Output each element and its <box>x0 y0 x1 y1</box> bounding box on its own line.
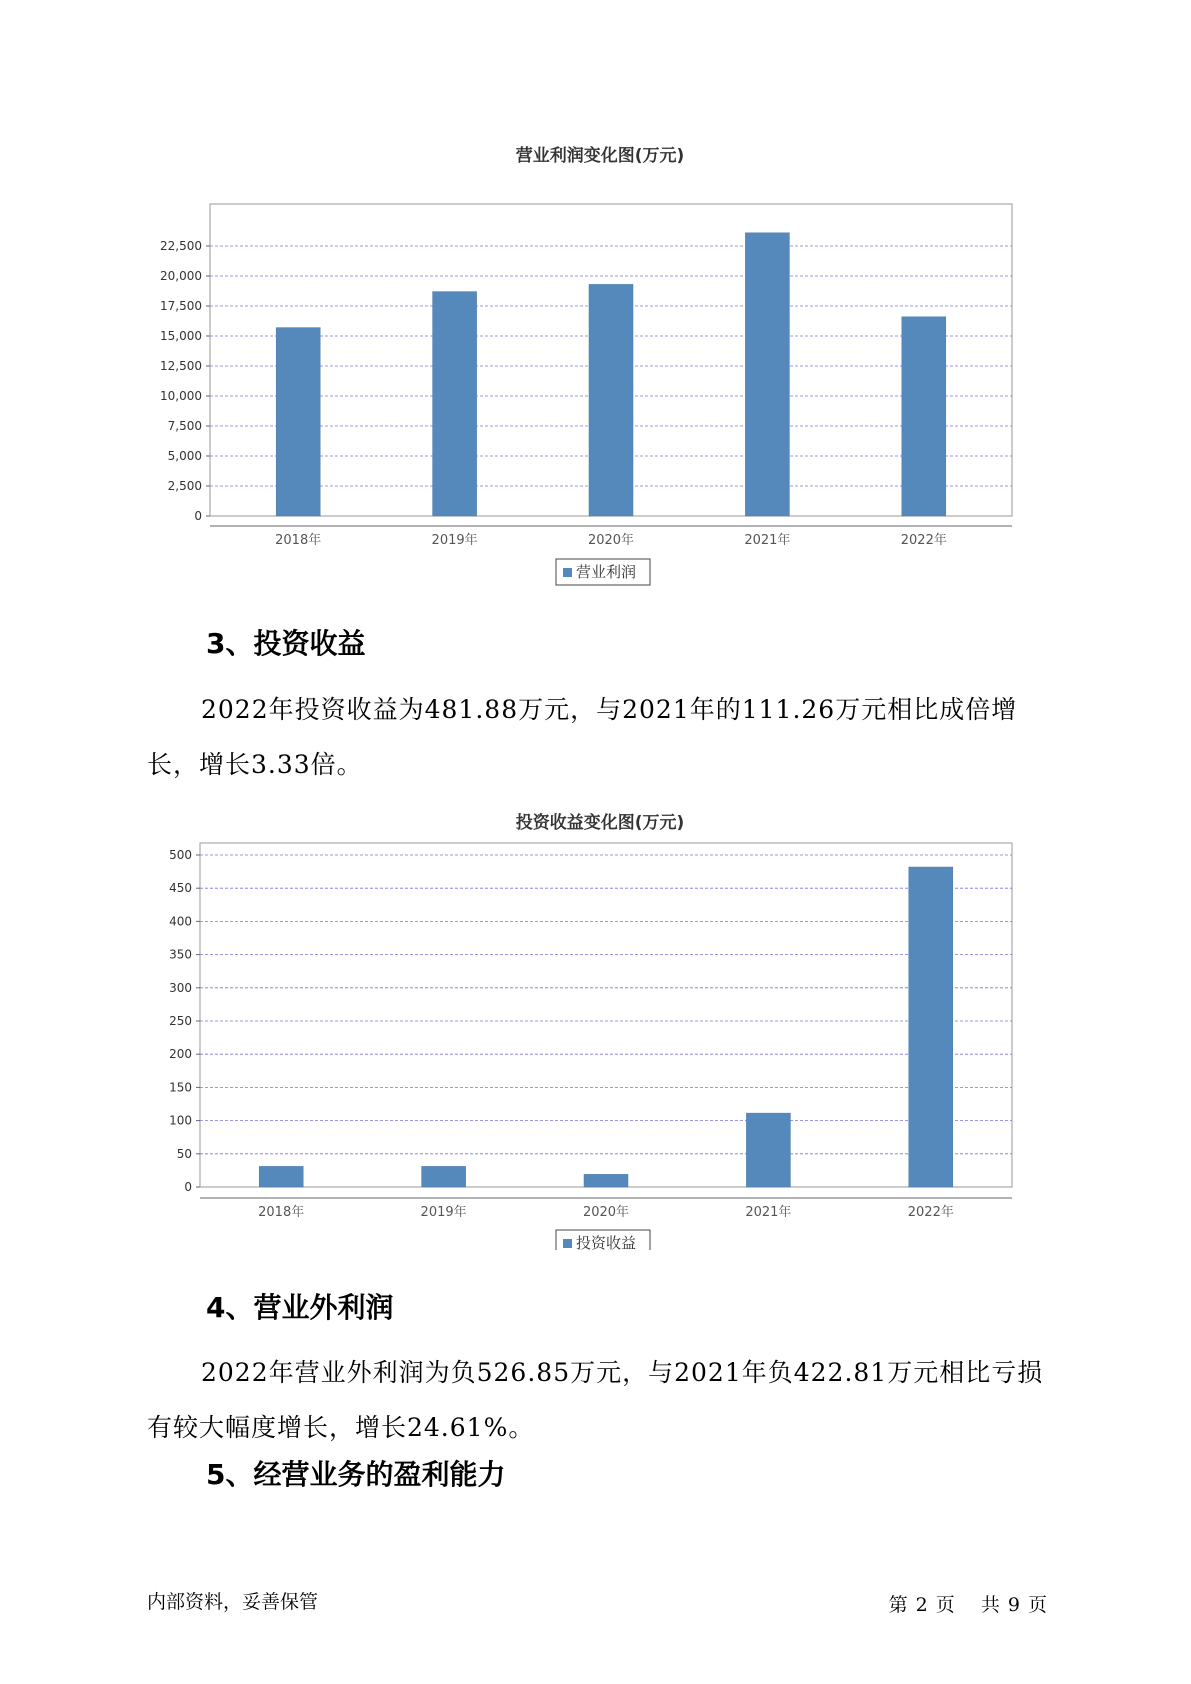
page-total: 9 <box>1007 1594 1020 1616</box>
y-tick-label: 350 <box>169 947 192 962</box>
x-tick-label: 2022年 <box>900 533 947 548</box>
y-tick-label: 10,000 <box>160 389 202 403</box>
y-tick-label: 200 <box>169 1047 192 1062</box>
legend-swatch <box>563 568 572 577</box>
plot-area <box>200 843 1012 1187</box>
y-tick-label: 150 <box>169 1080 192 1095</box>
y-tick-label: 300 <box>169 980 192 995</box>
legend-label: 投资收益 <box>576 1234 637 1250</box>
y-tick-label: 7,500 <box>167 419 202 433</box>
page-num: 2 <box>915 1594 928 1616</box>
y-tick-label: 0 <box>184 1180 192 1194</box>
x-tick-label: 2018年 <box>258 1205 305 1220</box>
footer-page-number <box>885 1590 1051 1617</box>
bar <box>422 1166 466 1187</box>
bar <box>745 233 789 516</box>
operating-profit-chart <box>150 128 1050 598</box>
y-tick-label: 5,000 <box>167 449 202 463</box>
legend-label: 营业利润 <box>576 563 637 581</box>
bar <box>433 292 477 516</box>
investment-paragraph: 2022年投资收益为481.88万元，与2021年的111.26万元相比成倍增长，增长3.33倍。 <box>147 695 1018 779</box>
legend-swatch <box>563 1239 572 1248</box>
section-heading-nonoperating: 4、营业外利润 <box>206 1291 394 1324</box>
page-total-prefix: 共 <box>980 1594 1000 1616</box>
x-tick-label: 2021年 <box>744 533 791 548</box>
x-tick-label: 2019年 <box>431 533 478 548</box>
section-heading-profitability: 5、经营业务的盈利能力 <box>206 1458 506 1491</box>
nonoperating-paragraph: 2022年营业外利润为负526.85万元，与2021年负422.81万元相比亏损有较大幅度增长，增长24.61%。 <box>147 1358 1044 1442</box>
chart-title: 营业利润变化图(万元) <box>515 146 685 166</box>
operating-profit-chart-svg <box>150 128 1050 598</box>
y-tick-label: 450 <box>169 881 192 896</box>
bar <box>589 284 633 516</box>
x-tick-label: 2020年 <box>582 1205 630 1220</box>
bar <box>276 328 320 516</box>
x-tick-label: 2018年 <box>275 533 322 548</box>
y-tick-label: 400 <box>169 914 192 929</box>
page-suffix: 页 <box>1027 1594 1047 1616</box>
x-tick-label: 2021年 <box>745 1205 792 1220</box>
investment-income-chart-svg <box>150 800 1050 1250</box>
page-prefix: 第 <box>888 1594 908 1616</box>
y-tick-label: 100 <box>169 1113 192 1128</box>
y-tick-label: 250 <box>169 1014 192 1028</box>
y-tick-label: 500 <box>169 848 192 862</box>
bar <box>902 317 946 516</box>
chart-title: 投资收益变化图(万元) <box>515 813 685 833</box>
bar <box>259 1166 303 1187</box>
investment-income-chart <box>150 800 1050 1250</box>
page-mid: 页 <box>935 1594 955 1616</box>
footer-confidential-note: 内部资料，妥善保管 <box>147 1591 319 1613</box>
x-tick-label: 2020年 <box>587 533 635 548</box>
bar <box>746 1113 790 1187</box>
y-tick-label: 2,500 <box>167 479 202 493</box>
y-tick-label: 17,500 <box>160 299 202 313</box>
x-tick-label: 2019年 <box>420 1205 467 1220</box>
y-tick-label: 20,000 <box>160 269 202 283</box>
y-tick-label: 15,000 <box>160 329 202 343</box>
x-tick-label: 2022年 <box>907 1205 954 1220</box>
section-heading-investment: 3、投资收益 <box>206 627 366 660</box>
y-tick-label: 12,500 <box>160 359 202 373</box>
bar <box>584 1174 628 1187</box>
y-tick-label: 50 <box>176 1146 192 1161</box>
y-tick-label: 0 <box>194 509 202 523</box>
y-tick-label: 22,500 <box>160 239 202 253</box>
bar <box>909 867 953 1187</box>
